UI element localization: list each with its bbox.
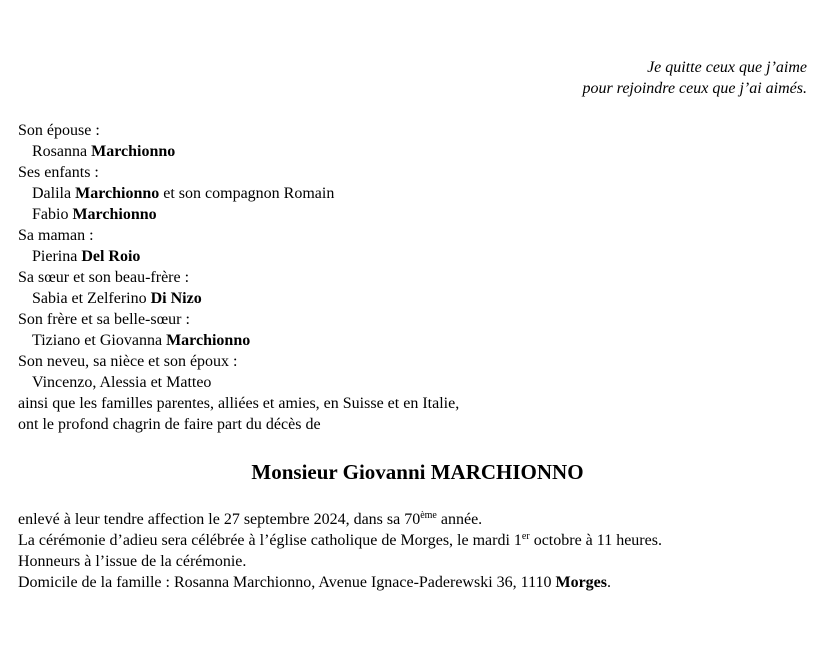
mother-first-name: Pierina (32, 248, 78, 265)
spouse-last-name: Marchionno (91, 143, 176, 160)
child-1-last-name: Marchionno (75, 185, 160, 202)
details-line-2 (18, 530, 662, 551)
sister-label: Sa sœur et son beau-frère : (18, 269, 190, 286)
details-line-2-sup: er (521, 531, 530, 542)
spouse-name (18, 141, 459, 162)
mother-label: Sa maman : (18, 227, 94, 244)
sister-last-name: Di Nizo (150, 290, 202, 307)
children-label: Ses enfants : (18, 164, 99, 181)
closing-line-1: ainsi que les familles parentes, alliées et amies, en Suisse et en Italie, (18, 395, 460, 412)
child-1-name (18, 183, 459, 204)
details-line-1-suffix: année. (436, 511, 483, 528)
spouse-first-name: Rosanna (32, 143, 88, 160)
child-1-first-name: Dalila (32, 185, 72, 202)
details-line-2-text: La cérémonie d’adieu sera célébrée à l’église catholique de Morges, le mardi 1 (18, 532, 522, 549)
brother-name (18, 330, 459, 351)
spouse-label: Son épouse : (18, 122, 100, 139)
closing-line-2: ont le profond chagrin de faire part du décès de (18, 416, 321, 433)
details-line-1 (18, 509, 662, 530)
ceremony-details (18, 509, 662, 593)
mother-name (18, 246, 459, 267)
child-2-last-name: Marchionno (72, 206, 157, 223)
details-line-2-suffix: octobre à 11 heures. (529, 532, 662, 549)
mother-last-name: Del Roio (81, 248, 141, 265)
deceased-name: Monsieur Giovanni MARCHIONNO (251, 460, 584, 484)
epigraph-line-1: Je quitte ceux que j’aime (647, 59, 807, 76)
epigraph (582, 57, 807, 99)
details-line-3: Honneurs à l’issue de la cérémonie. (18, 553, 247, 570)
details-line-4-suffix: . (607, 574, 611, 591)
brother-label: Son frère et sa belle-sœur : (18, 311, 190, 328)
details-line-4 (18, 572, 662, 593)
details-line-1-sup: ème (420, 510, 437, 521)
family-list (18, 120, 459, 435)
sister-name (18, 288, 459, 309)
child-2-name (18, 204, 459, 225)
details-line-1-text: enlevé à leur tendre affection le 27 septembre 2024, dans sa 70 (18, 511, 421, 528)
sister-first-names: Sabia et Zelferino (32, 290, 147, 307)
brother-first-names: Tiziano et Giovanna (32, 332, 163, 349)
brother-last-name: Marchionno (166, 332, 251, 349)
nephew-names: Vincenzo, Alessia et Matteo (32, 374, 212, 391)
epigraph-line-2: pour rejoindre ceux que j’ai aimés. (582, 80, 807, 97)
child-1-suffix: et son compagnon Romain (163, 185, 335, 202)
child-2-first-name: Fabio (32, 206, 69, 223)
details-line-4-text: Domicile de la famille : Rosanna Marchionno, Avenue Ignace-Paderewski 36, 1110 (18, 574, 556, 591)
details-line-4-town: Morges (555, 574, 607, 591)
nephew-label: Son neveu, sa nièce et son époux : (18, 353, 238, 370)
